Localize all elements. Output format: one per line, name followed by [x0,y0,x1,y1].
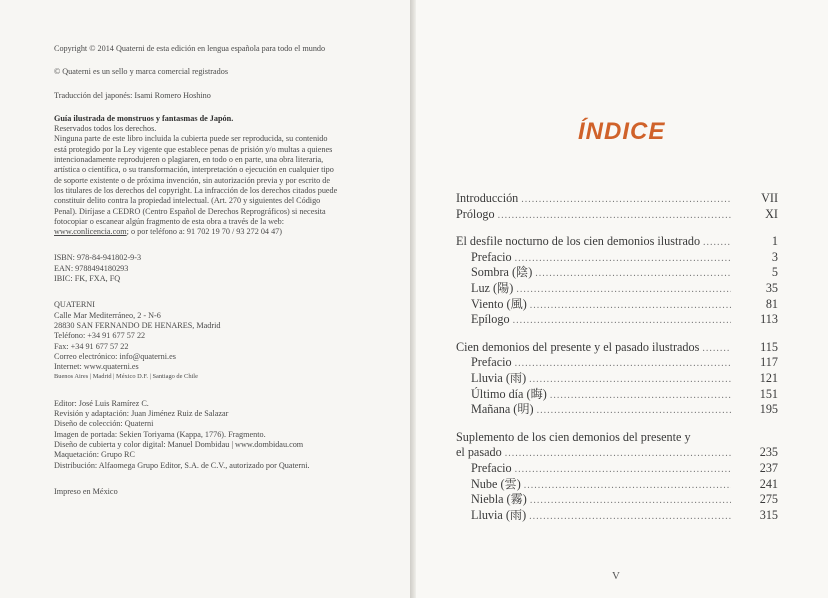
toc-entry-title: Luz (陽) [471,280,514,295]
toc-leader [513,313,731,329]
toc-entry-title: Niebla (霧) [471,492,527,507]
publisher-email: Correo electrónico: info@quaterni.es [54,351,176,361]
toc-entry-title: Cien demonios del presente y el pasado ilustrados [456,339,700,354]
toc-entry[interactable] [456,312,778,328]
translation-credit: Traducción del japonés: Isami Romero Hoshino [54,90,211,100]
toc-entry-page: 241 [759,476,778,491]
toc-part-2 [456,340,778,418]
toc-entry[interactable] [456,492,778,508]
toc-leader [703,235,731,251]
copyright-page [0,0,410,598]
publisher-name: QUATERNI [54,300,95,310]
toc-entry[interactable] [456,265,778,281]
publisher-fax: Fax: +34 91 677 57 22 [54,341,129,351]
toc-entry-page: 315 [759,507,778,522]
index-title: ÍNDICE [578,118,666,145]
toc-entry-page: 115 [760,339,778,354]
toc-entry-page: 151 [759,386,778,401]
legal-contact-line [54,227,389,237]
toc-entry[interactable] [456,402,778,418]
toc-leader [515,462,731,478]
toc-entry-page: 113 [760,312,778,327]
toc-entry-title: Epílogo [471,312,510,327]
toc-entry-page: VII [761,191,778,205]
copyright-line: Copyright © 2014 Quaterni de esta edición en lengua española para todo el mundo [54,44,326,53]
toc-entry-title: Lluvia (雨) [471,370,527,385]
printed-in: Impreso en México [54,486,118,496]
toc-leader [530,298,731,314]
toc-front-matter [456,191,778,222]
isbn: ISBN: 978-84-941802-9-3 [54,253,142,263]
toc-entry[interactable] [456,387,778,403]
toc-entry-page: 235 [759,445,778,460]
legal-line: intencionadamente reprodujeren o plagiaren, en todo o en parte, una obra literaria, [54,155,324,165]
publisher-street: Calle Mar Mediterráneo, 2 - N-6 [54,310,161,320]
staff-credit: Distribución: Alfaomega Grupo Editor, S.A. de C.V., autorizado por Quaterni. [54,460,310,470]
toc-entry-title: Prefacio [471,249,512,264]
legal-line: está protegido por la Ley vigente que establece penas de prisión y/o multas a quienes [54,144,333,154]
legal-line: fotocopiar o escanear algún fragmento de esta obra a través de la web: [54,216,285,226]
toc-entry[interactable] [456,355,778,371]
staff-credit: Editor: José Luis Ramírez C. [54,398,149,408]
toc-part-heading[interactable] [456,340,778,356]
toc-leader [521,192,731,208]
ibic: IBIC: FK, FXA, FQ [54,274,121,284]
toc-entry-page: 195 [759,402,778,417]
toc-leader [535,266,731,282]
toc-entry[interactable] [456,477,778,493]
toc-part-3 [456,430,778,524]
staff-credit: Maquetación: Grupo RC [54,450,135,460]
toc-entry[interactable] [456,508,778,524]
page-number: V [612,570,620,582]
toc-leader [515,356,731,372]
toc-entry-page: 275 [759,492,778,507]
phone-info: ; o por teléfono a: 91 702 19 70 / 93 272 04 47) [126,227,282,237]
staff-credit: Diseño de colección: Quaterni [54,419,154,429]
legal-line: los titulares de los derechos del copyright. La infracción de los derechos citados puede [54,185,338,195]
toc-entry-page: 1 [771,234,778,249]
table-of-contents [456,191,778,523]
toc-entry[interactable] [456,250,778,266]
toc-entry-page: 5 [771,265,778,280]
legal-line: de soporte existente o de próxima invención, sin autorización previa y por escrito de [54,175,331,185]
toc-entry-title: Lluvia (雨) [471,507,527,522]
credits-block [54,44,389,497]
publisher-website: Internet: www.quaterni.es [54,362,139,372]
toc-entry-title: Sombra (陰) [471,265,533,280]
toc-entry[interactable] [456,207,778,223]
staff-credit: Revisión y adaptación: Juan Jiménez Ruiz de Salazar [54,409,229,419]
toc-leader [530,493,731,509]
toc-leader [498,208,731,224]
toc-part-1 [456,234,778,328]
publisher-phone: Teléfono: +34 91 677 57 22 [54,331,146,341]
toc-leader [515,251,731,267]
trademark-line: © Quaterni es un sello y marca comercial registrados [54,67,229,77]
toc-entry-title: Prefacio [471,355,512,370]
toc-entry[interactable] [456,191,778,207]
toc-entry-page: 35 [765,280,778,295]
toc-entry-page: 3 [771,249,778,264]
staff-credit: Diseño de cubierta y color digital: Manuel Dombidau | www.dombidau.com [54,439,304,449]
toc-entry-page: 121 [759,370,778,385]
staff-credit: Imagen de portada: Sekien Toriyama (Kappa, 1776). Fragmento. [54,429,266,439]
web-link[interactable]: www.conlicencia.com [54,227,127,237]
toc-part-heading-line[interactable]: Suplemento de los cien demonios del presente y [456,429,691,444]
toc-entry-page: 117 [760,355,778,370]
legal-line: Penal). Diríjase a CEDRO (Centro Español de Derechos Reprográficos) si necesita [54,206,326,216]
legal-line: constituir delito contra la propiedad intelectual. (Art. 270 y siguientes del Código [54,196,321,206]
toc-entry-title: Prefacio [471,460,512,475]
toc-entry-title: Viento (風) [471,296,527,311]
toc-leader [529,509,731,525]
toc-entry[interactable] [456,461,778,477]
toc-leader [505,446,731,462]
toc-entry-title: Nube (雲) [471,476,521,491]
toc-leader [550,388,731,404]
toc-leader [529,372,731,388]
toc-entry-title: Último día (晦) [471,386,547,401]
toc-entry[interactable] [456,281,778,297]
toc-entry[interactable] [456,371,778,387]
toc-entry-page: XI [765,206,778,221]
legal-line: Ninguna parte de este libro incluida la cubierta puede ser reproducida, su contenido [54,134,328,144]
toc-leader [524,478,731,494]
toc-entry-title: el pasado [456,445,502,460]
legal-line: artística o científica, o su transformación, interpretación o ejecución en cualquier tipo [54,165,334,175]
toc-entry-page: 81 [765,296,778,311]
toc-entry[interactable] [456,297,778,313]
ean: EAN: 9788494180293 [54,263,129,273]
toc-leader [702,341,731,357]
toc-leader [537,403,731,419]
toc-entry-page: 237 [759,460,778,475]
toc-entry-title: Mañana (明) [471,402,534,417]
toc-entry-title: El desfile nocturno de los cien demonios ilustrado [456,234,701,249]
toc-part-heading[interactable] [456,445,778,461]
toc-part-heading[interactable] [456,234,778,250]
publisher-offices: Buenos Aires | Madrid | México D.F. | Santiago de Chile [54,373,198,381]
rights-reserved: Reservados todos los derechos. [54,124,157,134]
book-title: Guía ilustrada de monstruos y fantasmas de Japón. [54,113,234,123]
publisher-city: 28830 SAN FERNANDO DE HENARES, Madrid [54,320,221,330]
toc-leader [516,282,731,298]
toc-entry-title: Introducción [456,191,519,205]
toc-entry-title: Prólogo [456,206,495,221]
